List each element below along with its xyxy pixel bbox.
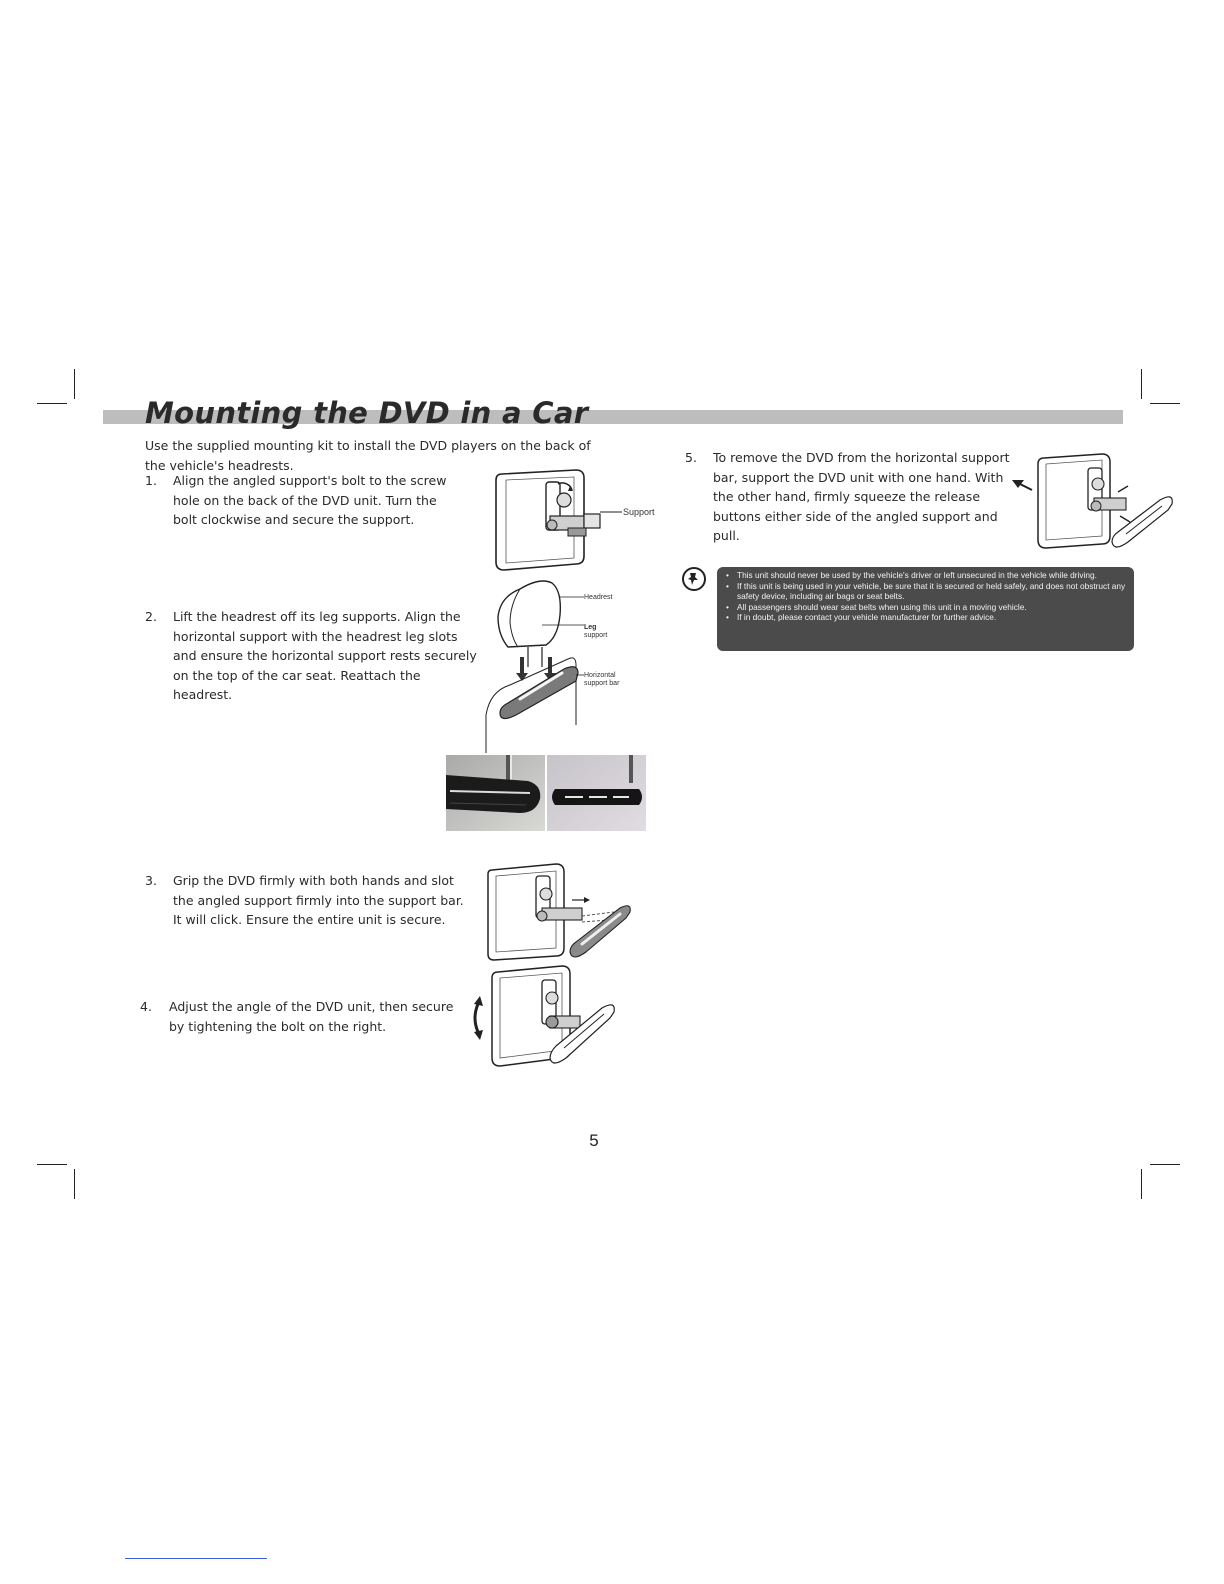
step-text: Align the angled support's bolt to the screw hole on the back of the DVD unit. Turn the bolt clockwise and secure the support. [173,473,447,527]
step-text: Lift the headrest off its leg supports. Align the horizontal support with the headrest leg slots and ensure the horizontal support rests securely on the top of the car seat. Reattach the headrest. [173,609,477,702]
photo-support-bar-front [547,755,646,831]
step-text: To remove the DVD from the horizontal support bar, support the DVD unit with one hand. With the other hand, firmly squeeze the release buttons either side of the angled support and pull. [713,450,1010,543]
figure-label-support: Support [623,507,655,517]
figure-headrest-bar [480,575,640,753]
safety-note [717,567,1134,651]
crop-mark [37,1164,67,1165]
page-title: Mounting the DVD in a Car [145,396,589,430]
photo-support-bar-angle [446,755,545,831]
note-item: • If this unit is being used in your vehicle, be sure that it is secured or held safely, and does not obstruct any safety device, including air bags or seat belts. [725,581,1128,602]
crop-mark [37,403,67,404]
crop-mark [1141,369,1142,399]
figure-slot-support [484,860,634,964]
photo-image [547,755,646,831]
page-number: 5 [589,1131,599,1150]
figure-label-horizontal: Horizontal [584,672,616,679]
step-number: 5. [685,450,697,465]
step-number: 1. [145,473,157,488]
step-text: Grip the DVD firmly with both hands and slot the angled support firmly into the support bar. It will click. Ensure the entire unit is secure. [173,873,464,927]
figure-label-headrest: Headrest [584,594,613,601]
figure-adjust-angle [472,964,622,1070]
intro-text: Use the supplied mounting kit to install the DVD players on the back of the vehicle's headrests. [145,438,591,473]
photo-image [446,755,545,831]
step-number: 2. [145,609,157,624]
step-number: 3. [145,873,157,888]
figure-attach-support [490,468,660,572]
figure-remove-dvd [1010,450,1180,558]
step-text: Adjust the angle of the DVD unit, then secure by tightening the bolt on the right. [169,999,454,1034]
pushpin-icon [681,566,707,592]
figure-label-leg: Leg [584,624,597,631]
crop-mark [74,369,75,399]
figure-label-support-word: support [584,632,608,639]
link-underline [125,1558,267,1559]
crop-mark [74,1169,75,1199]
note-item: • All passengers should wear seat belts when using this unit in a moving vehicle. [725,602,1128,613]
crop-mark [1141,1169,1142,1199]
figure-label-support-bar: support bar [584,680,620,687]
note-list [725,570,1128,623]
crop-mark [1150,1164,1180,1165]
crop-mark [1150,403,1180,404]
note-item: • If in doubt, please contact your vehicle manufacturer for further advice. [725,612,1128,623]
step-number: 4. [140,999,152,1014]
note-item: • This unit should never be used by the vehicle's driver or left unsecured in the vehicle while driving. [725,570,1128,581]
